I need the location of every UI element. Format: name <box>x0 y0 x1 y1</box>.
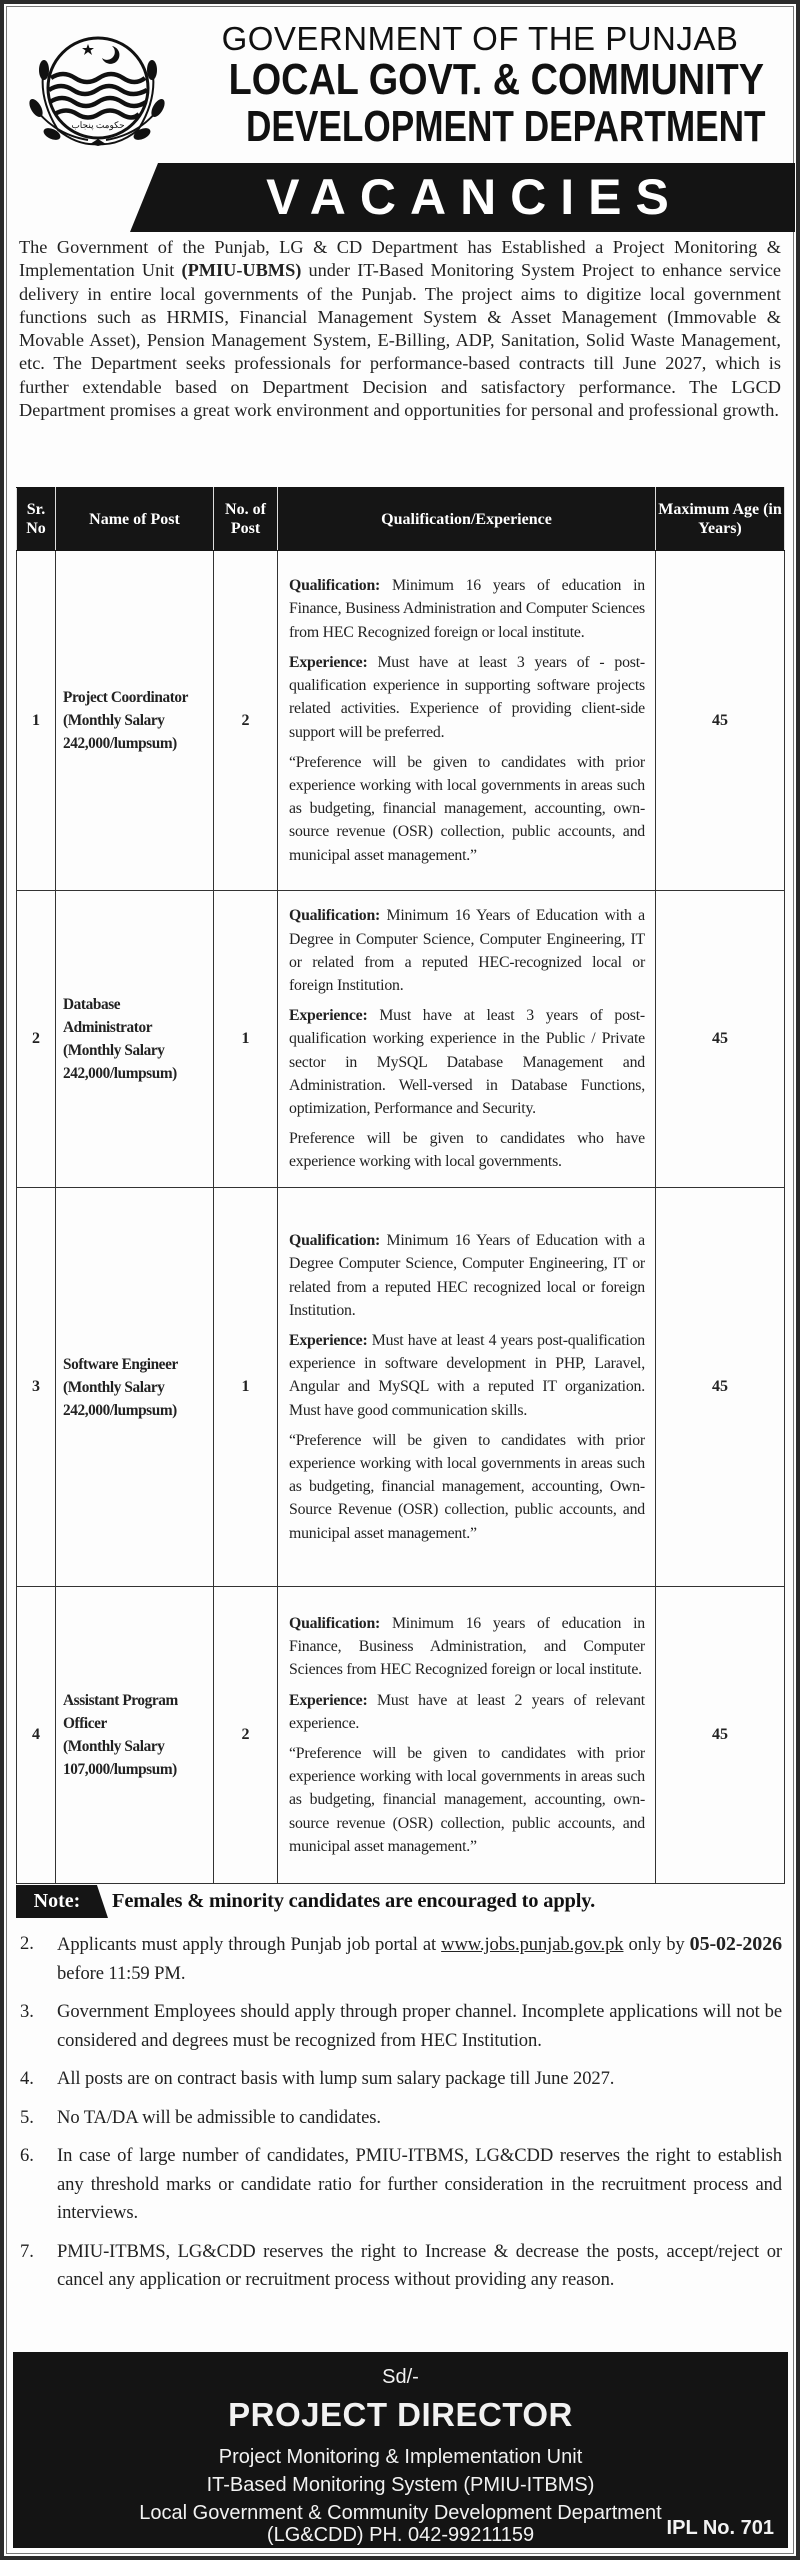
row-post-name: Project Coordinator (Monthly Salary 242,000/lumpsum) <box>56 551 214 891</box>
row-post-count: 1 <box>214 891 278 1188</box>
row-sr: 1 <box>17 551 56 891</box>
deadline-date: 05-02-2026 <box>689 1933 782 1955</box>
table-row <box>17 1188 785 1587</box>
header-government: GOVERNMENT OF THE PUNJAB <box>221 20 739 57</box>
vacancies-table <box>16 487 785 1884</box>
punjab-emblem-icon <box>22 28 170 152</box>
intro-paragraph <box>19 236 781 422</box>
header-no-of-post: No. of Post <box>214 488 278 551</box>
item-text: PMIU-ITBMS, LG&CDD reserves the right to Increase & decrease the posts, accept/reject or cancel any application or recruitment process without providing any reason. <box>57 2240 782 2290</box>
item-number: 7. <box>20 2240 34 2262</box>
header-sr-no: Sr. No <box>17 488 56 551</box>
row-post-count: 2 <box>214 551 278 891</box>
item-number: 3. <box>20 2001 34 2022</box>
row-post-name: Assistant Program Officer (Monthly Salary 107,000/lumpsum) <box>56 1587 214 1884</box>
header-department-line1: LOCAL GOVT. & COMMUNITY <box>228 55 764 104</box>
row-qualification: Qualification: Minimum 16 years of education in Finance, Business Administration and Computer Sciences from HEC Recognized foreign or local institute. Experience: Must have at least 3 years of - post-qualification experience in supporting software projects related activities. Experience of providing client-side support will be preferred. “Preference will be given to candidates with prior experience working with local governments in areas such as budgeting, financial management, accounting, own-source revenue (OSR) collection, public accounts, and municipal asset management.” <box>278 551 656 891</box>
intro-text-end: under IT-Based Monitoring System Project to enhance service delivery in entire local governments of the Punjab. The project aims to digitize local government functions such as HRMIS, Financial Management System & Asset Management (Immovable & Movable Asset), Pension Management System, E-Billing, ADP, Sanitation, Solid Waste Management, etc. The Department seeks professionals for performance-based contracts till June 2027, which is further extendable based on Department Decision and satisfactory performance. The LGCD Department promises a great work environment and opportunities for personal and professional growth. <box>19 260 782 421</box>
item-text: In case of large number of candidates, PMIU-ITBMS, LG&CDD reserves the right to establish any threshold marks or candidate ratio for further consideration in the recruitment process and interviews. <box>57 2145 782 2223</box>
row-qualification: Qualification: Minimum 16 Years of Education with a Degree in Computer Science, Computer Engineering, IT or related from a reputed HEC-recognized local or foreign Institution. Experience: Must have at least 3 years of post-qualification working experience in the Public / Private sector in MySQL Database Management and Administration. Well-versed in Database Functions, optimization, Performance and Security. Preference will be given to candidates who have experience working with local governments. <box>278 891 656 1188</box>
row-post-name: Software Engineer (Monthly Salary 242,000/lumpsum) <box>56 1188 214 1587</box>
signatory-unit: Project Monitoring & Implementation Unit <box>218 2446 583 2468</box>
row-qualification: Qualification: Minimum 16 years of education in Finance, Business Administration, and Computer Sciences from HEC Recognized foreign or local institute. Experience: Must have at least 2 years of relevant experience. “Preference will be given to candidates with prior experience working with local governments in areas such as budgeting, financial management, accounting, own-source revenue (OSR) collection, public accounts, and municipal asset management.” <box>278 1587 656 1884</box>
table-row <box>17 1587 785 1884</box>
table-row <box>17 551 785 891</box>
item-text: No TA/DA will be admissible to candidates. <box>57 2106 381 2128</box>
list-item <box>20 2065 782 2094</box>
item-number: 6. <box>20 2145 34 2166</box>
item-number: 2. <box>20 1933 34 1954</box>
signatory-phone: (LG&CDD) PH. 042-99211159 <box>266 2524 535 2546</box>
header-name-of-post: Name of Post <box>56 488 214 551</box>
signatory-system: IT-Based Monitoring System (PMIU-ITBMS) <box>206 2474 595 2496</box>
item-text: All posts are on contract basis with lump sum salary package till June 2027. <box>57 2068 615 2089</box>
list-item <box>20 1998 782 2055</box>
header-qualification: Qualification/Experience <box>278 488 656 551</box>
instructions-list <box>20 1930 782 2305</box>
row-post-name: Database Administrator (Monthly Salary 242,000/lumpsum) <box>56 891 214 1188</box>
list-item <box>20 2238 782 2295</box>
row-max-age: 45 <box>656 1587 785 1884</box>
intro-text-start: The Government of the Punjab, LG & CD Department has Established a Project Monitoring & Implementation Unit <box>19 237 781 281</box>
ipl-number: IPL No. 701 <box>666 2517 774 2539</box>
note-label: Note: <box>33 1890 81 1912</box>
row-sr: 2 <box>17 891 56 1188</box>
signature-block <box>13 2352 788 2548</box>
list-item <box>20 2142 782 2228</box>
vacancies-title: VACANCIES <box>266 169 683 225</box>
row-sr: 3 <box>17 1188 56 1587</box>
table-row <box>17 891 785 1188</box>
item-number: 4. <box>20 2068 34 2089</box>
row-max-age: 45 <box>656 551 785 891</box>
list-item: 2. Applicants must apply through Punjab job portal at www.jobs.punjab.gov.pk only by 05-02-2026 before 11:59 PM. <box>20 1930 782 1988</box>
signatory-title: PROJECT DIRECTOR <box>228 2396 573 2433</box>
signature-sd: Sd/- <box>382 2366 419 2388</box>
row-post-count: 2 <box>214 1587 278 1884</box>
item-text: Government Employees should apply through proper channel. Incomplete applications will not be considered and degrees must be recognized from HEC Institution. <box>57 2001 782 2051</box>
row-post-count: 1 <box>214 1188 278 1587</box>
item-number: 5. <box>20 2106 34 2128</box>
emblem-urdu-text: حکومت پنجاب <box>71 120 125 130</box>
intro-unit-name: (PMIU-UBMS) <box>181 260 302 281</box>
row-qualification: Qualification: Minimum 16 Years of Education with a Degree Computer Science, Computer Engineering, IT or related from a reputed HEC recognized local or foreign Institution. Experience: Must have at least 4 years post-qualification experience in software development in PHP, Laravel, Angular and MySQL with a reputed IT organization. Must have good communication skills. “Preference will be given to candidates with prior experience working with local governments in areas such as budgeting, financial management, accounting, Own-Source Revenue (OSR) collection, public accounts, and municipal asset management.” <box>278 1188 656 1587</box>
header-max-age: Maximum Age (in Years) <box>656 488 785 551</box>
row-max-age: 45 <box>656 1188 785 1587</box>
row-max-age: 45 <box>656 891 785 1188</box>
signatory-department: Local Government & Community Development Department <box>139 2502 662 2524</box>
job-portal-link[interactable]: www.jobs.punjab.gov.pk <box>441 1934 624 1955</box>
note-text: Females & minority candidates are encouraged to apply. <box>112 1890 596 1912</box>
table-header-row <box>17 488 785 551</box>
list-item <box>20 2104 782 2133</box>
row-sr: 4 <box>17 1587 56 1884</box>
header-department-line2: DEVELOPMENT DEPARTMENT <box>246 102 766 151</box>
